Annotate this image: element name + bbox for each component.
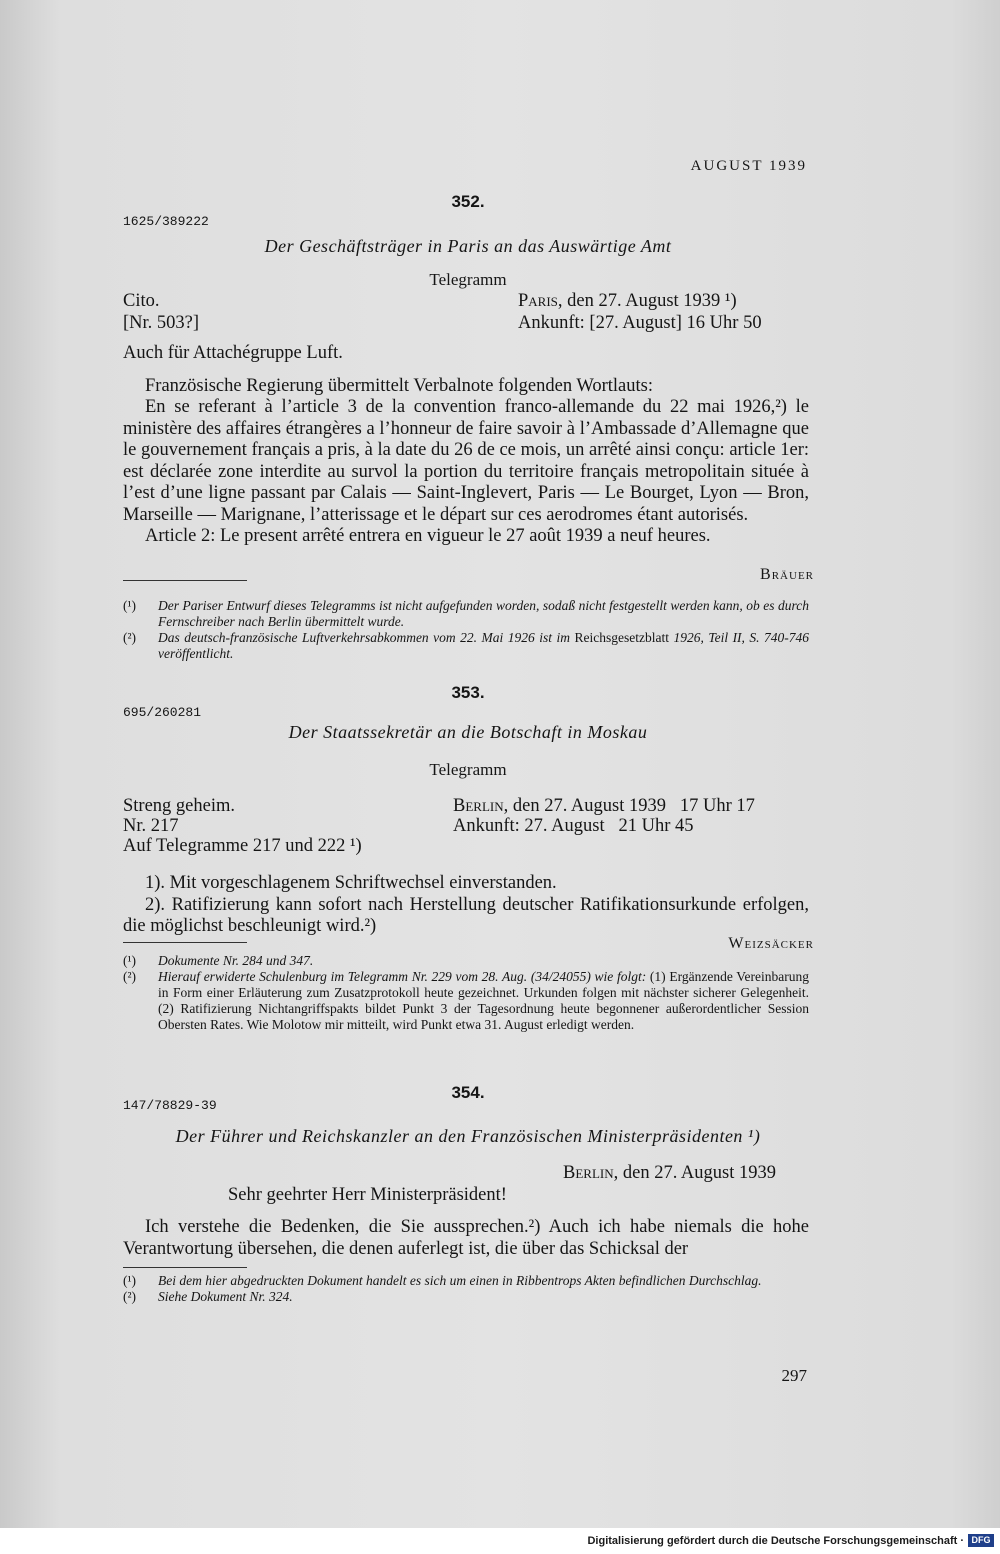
paragraph: 2). Ratifizierung kann sofort nach Herstellung deutscher Ratifikationsurkunde erfolgen, die möglichst beschleunigt wird.²)	[123, 894, 809, 936]
place-date-354	[563, 1163, 776, 1185]
file-number-352: 1625/389222	[123, 214, 209, 229]
place-date-352	[518, 291, 737, 313]
footnote-text: Bei dem hier abgedruckten Dokument handelt es sich um einen in Ribbentrops Akten befindlichen Durchschlag.	[158, 1273, 762, 1288]
paragraph: Ich verstehe die Bedenken, die Sie aussprechen.²) Auch ich habe niemals die hohe Verantwortung übersehen, die denen auferlegt ist, die über das Schicksal der	[123, 1217, 809, 1259]
document-title-353: Der Staatssekretär an die Botschaft in Moskau	[288, 722, 648, 742]
date-353: , den 27. August 1939 17 Uhr 17	[503, 796, 755, 816]
place-352: Paris	[518, 291, 558, 311]
paragraph: 1). Mit vorgeschlagenem Schriftwechsel einverstanden.	[145, 873, 557, 893]
document-type-352: Telegramm	[429, 270, 507, 289]
signature-352: Bräuer	[760, 566, 814, 583]
paragraph: Auch für Attachégruppe Luft.	[123, 343, 343, 363]
body-354	[123, 1217, 809, 1260]
footnote	[123, 630, 809, 662]
salutation: Sehr geehrter Herr Ministerpräsident!	[228, 1185, 507, 1205]
footnote-text: Siehe Dokument Nr. 324.	[158, 1289, 293, 1304]
footnote	[123, 1273, 809, 1289]
footnote	[123, 953, 809, 969]
footnotes-352	[123, 598, 809, 662]
arrival-353: Ankunft: 27. August 21 Uhr 45	[453, 816, 694, 836]
document-type-353: Telegramm	[429, 760, 507, 779]
footnote-text: 1926, Teil II, S. 740-746 veröffentlicht.	[158, 630, 810, 661]
footnote-text: Reichsgesetzblatt	[574, 630, 669, 645]
document-title-354: Der Führer und Reichskanzler an den Französischen Ministerpräsidenten ¹)	[175, 1126, 761, 1146]
footnote-mark: (¹)	[123, 953, 137, 968]
document-number-352: 352.	[451, 192, 485, 211]
funding-footer	[0, 1528, 1000, 1554]
footnote-divider	[123, 942, 247, 943]
footnote-divider	[123, 580, 247, 581]
footnote-text: Hierauf erwiderte Schulenburg im Telegramm Nr. 229 vom 28. Aug. (34/24055) wie folgt:	[158, 969, 647, 984]
footnotes-353	[123, 953, 809, 1033]
signature-353: Weizsäcker	[728, 935, 814, 952]
telegram-number: Nr. 217	[123, 816, 179, 836]
place-353: Berlin	[453, 796, 504, 816]
document-number-354: 354.	[451, 1083, 485, 1102]
footnote-mark: (¹)	[123, 1273, 137, 1288]
footnotes-354	[123, 1273, 809, 1305]
priority-label: Cito.	[123, 291, 160, 311]
telegram-number: [Nr. 503?]	[123, 313, 200, 333]
footnote-text: (1) Ergänzende Vereinbarung in Form einer Erläuterung zum Zusatzprotokoll heute gezeichnet. Urkunden folgen mit nächster sicherer Gelegenheit. (2) Ratifizierung Nichtangriffspakts bildet Punkt 3 der Tagesordnung heute begonnener außerordentlicher Session Obersten Rates. Wie Molotow mir mitteilt, wird Punkt etwa 31. August erledigt werden.	[158, 969, 809, 1032]
footnote-mark: (²)	[123, 1289, 137, 1304]
body-353	[123, 873, 809, 938]
footnote-mark: (¹)	[123, 598, 137, 613]
footnote	[123, 598, 809, 630]
dfg-logo: DFG	[968, 1534, 994, 1547]
page-number: 297	[781, 1366, 807, 1385]
date-352: , den 27. August 1939 ¹)	[557, 291, 737, 311]
classification-label: Streng geheim.	[123, 796, 236, 816]
funding-note: Digitalisierung gefördert durch die Deutsche Forschungsgemeinschaft ·	[587, 1535, 964, 1547]
date-354: , den 27. August 1939	[613, 1163, 776, 1183]
body-352	[123, 343, 809, 548]
footnote	[123, 969, 809, 1033]
footnote	[123, 1289, 809, 1305]
place-354: Berlin	[563, 1163, 614, 1183]
footnote-text: Der Pariser Entwurf dieses Telegramms ist nicht aufgefunden worden, sodaß nicht festgestellt werden kann, ob es durch Fernschreiber nach Berlin übermittelt wurde.	[158, 598, 809, 629]
document-title-352: Der Geschäftsträger in Paris an das Auswärtige Amt	[264, 236, 672, 256]
footnote-mark: (²)	[123, 969, 137, 984]
file-number-354: 147/78829-39	[123, 1098, 217, 1113]
footnote-text: Dokumente Nr. 284 und 347.	[158, 953, 314, 968]
paragraph-verbal-note: En se referant à l’article 3 de la convention franco-allemande du 22 mai 1926,²) le ministère des affaires étrangères a l’honneur de faire savoir à l’Ambassade d’Allemagne que le gouvernement français a pris, à la date du 26 de ce mois, un arrêté ainsi conçu: article 1er: est déclarée zone interdite au survol la portion du territoire français metropolitain située à l’est d’une ligne passant par Calais — Saint-Inglevert, Paris — Le Bourget, Lyon — Bron, Marseille — Marignane, l’atterissage et le départ sur ces aerodromes étant autorisés.	[123, 397, 809, 525]
file-number-353: 695/260281	[123, 705, 202, 720]
paragraph: Article 2: Le present arrêté entrera en vigueur le 27 août 1939 a neuf heures.	[145, 526, 711, 546]
place-date-353	[453, 796, 755, 818]
running-title: AUGUST 1939	[690, 158, 807, 174]
footnote-divider	[123, 1267, 247, 1268]
reference-line: Auf Telegramme 217 und 222 ¹)	[123, 836, 362, 856]
footnote-text: Das deutsch-französische Luftverkehrsabkommen vom 22. Mai 1926 ist im	[158, 630, 570, 645]
document-number-353: 353.	[451, 683, 485, 702]
arrival-352: Ankunft: [27. August] 16 Uhr 50	[518, 313, 762, 333]
paragraph: Französische Regierung übermittelt Verbalnote folgenden Wortlauts:	[145, 375, 653, 396]
footnote-mark: (²)	[123, 630, 137, 645]
